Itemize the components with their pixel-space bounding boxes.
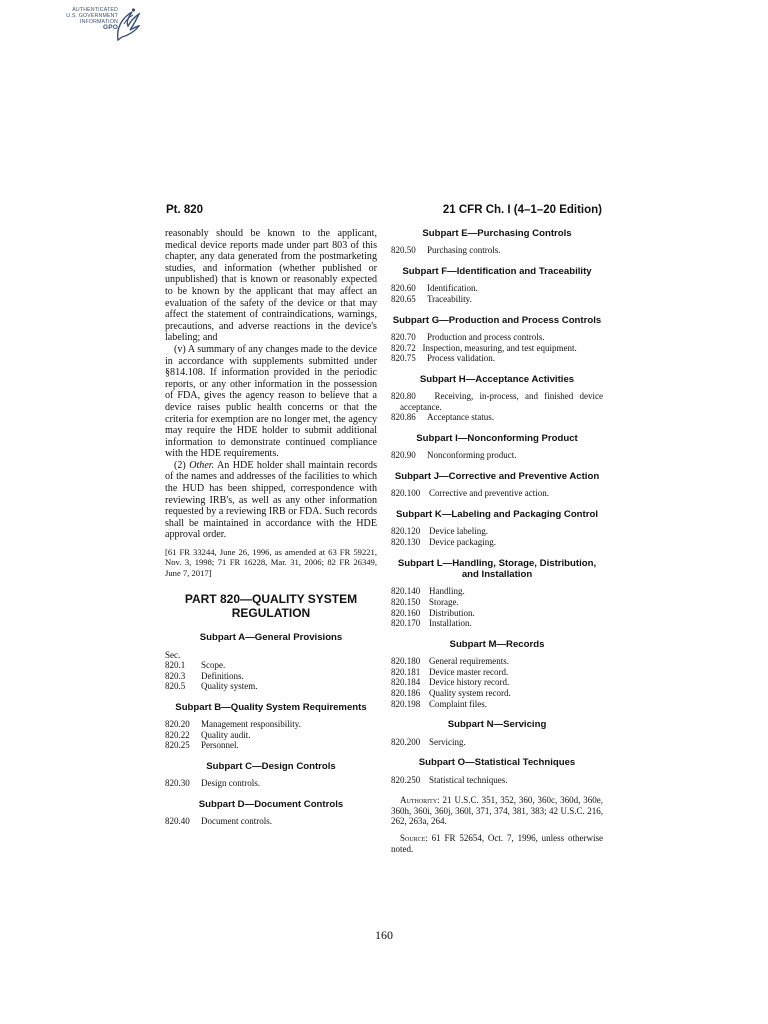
- section-title: Purchasing controls.: [427, 245, 501, 256]
- section-number: 820.198: [391, 698, 421, 709]
- subpart-i-title: Subpart I—Nonconforming Product: [416, 432, 578, 444]
- subpart-h-sections: [391, 391, 603, 423]
- left-column: [165, 228, 377, 837]
- section-title: Acceptance status.: [427, 412, 494, 423]
- section-entry: [391, 775, 603, 786]
- running-header-left: Pt. 820: [166, 204, 204, 216]
- logo-line-3: INFORMATION: [79, 19, 118, 25]
- section-number: 820.65: [391, 294, 416, 304]
- section-entry: [165, 740, 377, 751]
- section-number: 820.180: [391, 656, 421, 667]
- subpart-l-title: Subpart L—Handling, Storage, Distribution, and Installation: [397, 557, 597, 580]
- logo-text: [28, 7, 118, 31]
- section-title: Device labeling.: [429, 526, 488, 537]
- subpart-f-sections: [391, 283, 603, 304]
- section-entry: [165, 816, 377, 827]
- section-title: Identification.: [427, 283, 478, 294]
- subpart-j-title: Subpart J—Corrective and Preventive Action: [394, 470, 600, 482]
- section-title: Complaint files.: [429, 698, 487, 709]
- subpart-e-title: Subpart E—Purchasing Controls: [422, 228, 572, 239]
- subpart-a-title: Subpart A—General Provisions: [199, 632, 343, 644]
- section-title: Management responsibility.: [201, 719, 301, 730]
- subpart-c-sections: [165, 778, 377, 789]
- section-number: 820.130: [391, 536, 421, 547]
- section-title: Handling.: [429, 586, 465, 597]
- section-entry: [391, 343, 603, 354]
- subpart-n-sections: [391, 737, 603, 748]
- section-entry: [165, 660, 377, 671]
- paragraph-v-text: (v) A summary of any changes made to the device in accordance with supplements submitted under §814.108. If information provided in the periodic reports, or any other information in the possession of FDA, gives the agency reason to believe that a device raises public health concerns or that the criteria for exemption are no longer met, the agency may require the HDE holder to submit additional information to demonstrate continued compliance with the HDE requirements.: [165, 343, 377, 460]
- section-number: 820.1: [165, 660, 186, 671]
- section-title: Device master record.: [429, 666, 509, 677]
- section-number: 820.5: [165, 681, 186, 692]
- section-entry: [391, 450, 603, 461]
- subpart-l-sections: [391, 586, 603, 628]
- running-header-right: 21 CFR Ch. I (4–1–20 Edition): [442, 204, 602, 216]
- subpart-f-title: Subpart F—Identification and Traceability: [402, 266, 592, 277]
- section-number: 820.80: [391, 391, 416, 402]
- logo-line-1: AUTHENTICATED: [72, 7, 118, 13]
- paragraph-2-other: [165, 460, 377, 541]
- section-number: 820.250: [391, 774, 421, 785]
- section-number: 820.60: [391, 283, 416, 294]
- section-number: 820.75: [391, 353, 416, 364]
- section-title: Statistical techniques.: [429, 774, 508, 785]
- section-entry: [391, 488, 603, 499]
- section-entry: [165, 730, 377, 741]
- section-entry: [165, 778, 377, 789]
- section-entry: [391, 597, 603, 608]
- subpart-c-title: Subpart C—Design Controls: [206, 761, 336, 773]
- paragraph-continued: reasonably should be known to the applicant, medical device reports made under part 803 of this chapter, any data generated from the postmarketing studies, and information (whether published or unpublished) that is known or reasonably expected to be known by the applicant that may affect an evaluation of the safety of the device or that may affect the statement of contraindications, warnings, precautions, and adverse reactions in the device's labeling; and: [165, 228, 377, 344]
- section-number: 820.40: [165, 816, 190, 827]
- section-entry: [391, 677, 603, 688]
- authority-label: Authority:: [400, 795, 440, 806]
- subpart-d-sections: [165, 816, 377, 827]
- section-number: 820.160: [391, 607, 421, 618]
- section-entry: [391, 294, 603, 305]
- section-entry: [391, 391, 603, 412]
- paragraph-2-text: An HDE holder shall maintain records of the names and addresses of the facilities to which the HUD has been shipped, correspondence with reviewing IRB's, as well as any other information requested by a reviewing IRB or FDA. Such records shall be maintained in accordance with the HDE approval order.: [165, 459, 377, 541]
- section-number: 820.30: [165, 778, 190, 789]
- part-title: PART 820—QUALITY SYSTEM REGULATION: [184, 592, 358, 621]
- section-number: 820.25: [165, 740, 190, 751]
- section-title: Nonconforming product.: [427, 450, 517, 461]
- paragraph-2-lead: (2): [174, 459, 190, 471]
- section-title: Inspection, measuring, and test equipment.: [422, 342, 577, 353]
- section-title: General requirements.: [429, 656, 509, 667]
- section-title: Storage.: [429, 596, 459, 607]
- amendment-citation: [61 FR 33244, June 26, 1996, as amended at 63 FR 59221, Nov. 3, 1998; 71 FR 16228, Mar. 31, 2006; 82 FR 26349, June 7, 2017]: [165, 547, 377, 578]
- section-number: 820.200: [391, 736, 421, 747]
- subpart-a-sections: [165, 660, 377, 692]
- subpart-m-sections: [391, 656, 603, 709]
- subpart-m-title: Subpart M—Records: [449, 638, 545, 650]
- section-number: 820.70: [391, 332, 416, 342]
- section-title: Definitions.: [201, 670, 244, 681]
- sec-label: Sec.: [165, 649, 181, 660]
- section-number: 820.100: [391, 488, 421, 499]
- section-entry: [391, 688, 603, 699]
- section-entry: [391, 618, 603, 629]
- paragraph-2-heading: Other.: [189, 459, 215, 471]
- section-entry: [391, 283, 603, 294]
- subpart-b-title: Subpart B—Quality System Requirements: [175, 701, 367, 713]
- section-number: 820.72: [391, 342, 416, 353]
- section-entry: [391, 353, 603, 364]
- eagle-icon: [114, 4, 140, 44]
- section-number: 820.120: [391, 526, 421, 537]
- section-number: 820.140: [391, 586, 421, 597]
- section-number: 820.3: [165, 670, 186, 681]
- section-number: 820.22: [165, 729, 190, 740]
- subpart-g-sections: [391, 332, 603, 364]
- section-number: 820.181: [391, 666, 421, 677]
- page-number: 160: [375, 928, 393, 942]
- section-title: Corrective and preventive action.: [429, 488, 549, 499]
- logo-line-4: GPO: [102, 24, 118, 31]
- section-entry: [391, 737, 603, 748]
- section-entry: [391, 526, 603, 537]
- section-entry: [391, 537, 603, 548]
- section-title: Quality system.: [201, 681, 258, 692]
- section-entry: [391, 586, 603, 597]
- section-title: Personnel.: [201, 740, 239, 751]
- section-title: Distribution.: [429, 607, 475, 618]
- source-note: [391, 833, 603, 854]
- subpart-i-sections: [391, 450, 603, 461]
- section-entry: [165, 671, 377, 682]
- subpart-b-sections: [165, 719, 377, 751]
- section-title: Process validation.: [427, 353, 495, 364]
- section-entry: [391, 656, 603, 667]
- source-text: 61 FR 52654, Oct. 7, 1996, unless otherwise noted.: [391, 832, 603, 854]
- authority-note: [391, 795, 603, 827]
- section-title: Servicing.: [429, 736, 466, 747]
- subpart-k-title: Subpart K—Labeling and Packaging Control: [395, 508, 599, 520]
- section-entry: [165, 719, 377, 730]
- section-entry: [391, 245, 603, 256]
- section-number: 820.20: [165, 719, 190, 730]
- section-entry: [391, 667, 603, 678]
- section-number: 820.186: [391, 687, 421, 698]
- subpart-g-title: Subpart G—Production and Process Controls: [392, 314, 602, 326]
- section-entry: [391, 699, 603, 710]
- right-column: [391, 228, 603, 860]
- section-entry: [391, 332, 603, 343]
- section-entry: [391, 608, 603, 619]
- gpo-authentication-logo: [28, 4, 140, 48]
- subpart-o-title: Subpart O—Statistical Techniques: [418, 757, 576, 769]
- subpart-o-sections: [391, 775, 603, 786]
- section-number: 820.150: [391, 596, 421, 607]
- section-number: 820.90: [391, 450, 416, 461]
- subpart-j-sections: [391, 488, 603, 499]
- section-title: Receiving, in-process, and finished device acceptance.: [400, 391, 604, 412]
- subpart-k-sections: [391, 526, 603, 547]
- subpart-h-title: Subpart H—Acceptance Activities: [419, 373, 575, 385]
- authority-text: 21 U.S.C. 351, 352, 360, 360c, 360d, 360e, 360h, 360i, 360j, 360l, 371, 374, 381, 383; 42 U.S.C. 216, 262, 263a, 264.: [391, 795, 603, 827]
- section-title: Quality system record.: [429, 687, 511, 698]
- section-title: Scope.: [201, 660, 226, 671]
- section-number: 820.50: [391, 245, 416, 256]
- section-number: 820.184: [391, 677, 421, 688]
- section-title: Document controls.: [201, 816, 272, 827]
- section-number: 820.170: [391, 618, 421, 629]
- section-title: Device history record.: [429, 677, 510, 688]
- section-entry: [165, 681, 377, 692]
- source-label: Source:: [400, 832, 428, 843]
- section-title: Installation.: [429, 618, 472, 629]
- logo-line-2: U.S. GOVERNMENT: [66, 13, 118, 19]
- section-title: Device packaging.: [429, 536, 496, 547]
- section-number: 820.86: [391, 412, 416, 423]
- subpart-n-title: Subpart N—Servicing: [447, 719, 547, 731]
- section-title: Quality audit.: [201, 729, 251, 740]
- subpart-e-sections: [391, 245, 603, 256]
- section-title: Production and process controls.: [427, 332, 545, 342]
- section-title: Design controls.: [201, 778, 260, 789]
- section-title: Traceability.: [427, 294, 472, 304]
- subpart-d-title: Subpart D—Document Controls: [198, 799, 344, 811]
- section-entry: [391, 412, 603, 423]
- paragraph-v: [165, 344, 377, 460]
